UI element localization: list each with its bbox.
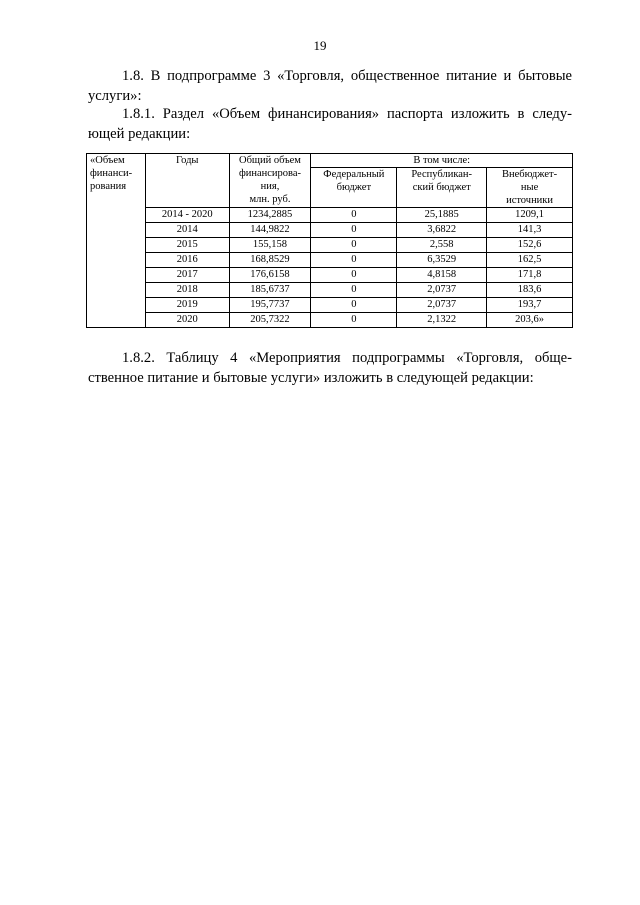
table-row [87,283,573,298]
cell-year: 2016 [145,253,229,268]
cell-republic: 2,558 [397,238,487,253]
cell-extra: 152,6 [487,238,573,253]
cell-extra: 193,7 [487,298,573,313]
cell-total: 195,7737 [229,298,311,313]
header-total: Общий объем финансирова- ния, млн. руб. [229,154,311,208]
cell-extra: 183,6 [487,283,573,298]
table-row [87,208,573,223]
cell-year: 2015 [145,238,229,253]
cell-republic: 25,1885 [397,208,487,223]
cell-year: 2018 [145,283,229,298]
paragraph-1-8-2-line-2: ственное питание и бытовые услуги» изложить в следующей редакции: [88,370,534,386]
header-federal: Федеральный бюджет [311,168,397,208]
cell-extra: 162,5 [487,253,573,268]
cell-total: 144,9822 [229,223,311,238]
cell-year: 2020 [145,313,229,328]
cell-federal: 0 [311,238,397,253]
header-republic: Республикан- ский бюджет [397,168,487,208]
paragraph-1-8-2-line-1: 1.8.2. Таблицу 4 «Мероприятия подпрограммы «Торговля, обще- [122,350,572,366]
table-row [87,298,573,313]
financing-table [86,153,573,328]
paragraph-1-8-1 [88,104,572,144]
header-years: Годы [145,154,229,208]
cell-year: 2014 - 2020 [145,208,229,223]
cell-federal: 0 [311,283,397,298]
table-row [87,313,573,328]
cell-republic: 6,3529 [397,253,487,268]
cell-republic: 2,0737 [397,283,487,298]
cell-republic: 4,8158 [397,268,487,283]
cell-federal: 0 [311,298,397,313]
cell-extra: 141,3 [487,223,573,238]
financing-label-cell: «Объем финанси- рования [87,154,146,328]
cell-total: 185,6737 [229,283,311,298]
cell-republic: 2,1322 [397,313,487,328]
cell-total: 176,6158 [229,268,311,283]
page-number: 19 [313,38,327,53]
table-row [87,268,573,283]
paragraph-1-8-line-2: услуги»: [88,88,142,104]
paragraph-1-8 [88,66,572,106]
cell-federal: 0 [311,253,397,268]
header-including: В том числе: [311,154,573,168]
cell-year: 2014 [145,223,229,238]
table-row [87,238,573,253]
table-row [87,253,573,268]
paragraph-1-8-2 [88,348,572,388]
cell-total: 168,8529 [229,253,311,268]
cell-extra: 171,8 [487,268,573,283]
cell-total: 205,7322 [229,313,311,328]
header-extrabudget: Внебюджет- ные источники [487,168,573,208]
cell-extra: 203,6» [487,313,573,328]
cell-federal: 0 [311,208,397,223]
cell-extra: 1209,1 [487,208,573,223]
paragraph-1-8-1-line-1: 1.8.1. Раздел «Объем финансирования» паспорта изложить в следу- [122,106,572,122]
cell-total: 1234,2885 [229,208,311,223]
cell-federal: 0 [311,313,397,328]
paragraph-1-8-line-1: 1.8. В подпрограмме 3 «Торговля, общественное питание и бытовые [122,68,572,84]
cell-republic: 2,0737 [397,298,487,313]
cell-republic: 3,6822 [397,223,487,238]
cell-year: 2017 [145,268,229,283]
table-row [87,223,573,238]
cell-federal: 0 [311,223,397,238]
cell-federal: 0 [311,268,397,283]
cell-total: 155,158 [229,238,311,253]
cell-year: 2019 [145,298,229,313]
paragraph-1-8-1-line-2: ющей редакции: [88,126,191,142]
